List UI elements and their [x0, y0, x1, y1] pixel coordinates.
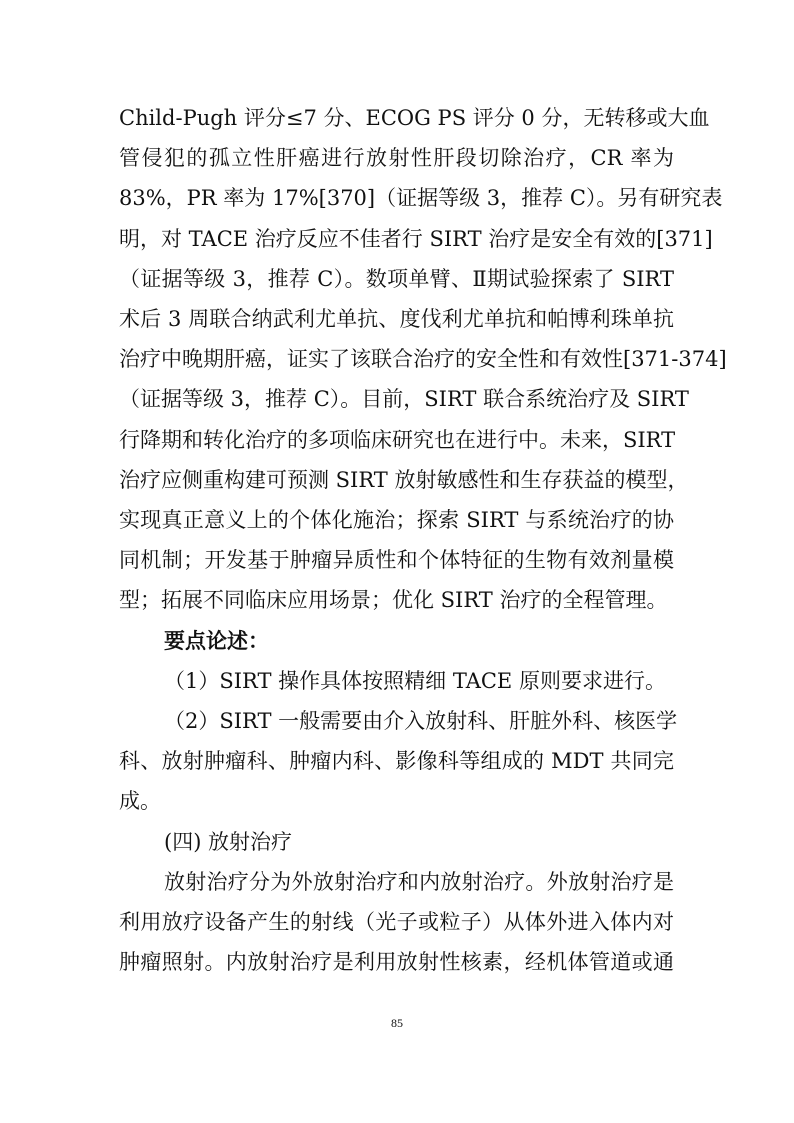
- text-line: 科、放射肿瘤科、肿瘤内科、影像科等组成的 MDT 共同完: [119, 749, 674, 774]
- text-line: 行降期和转化治疗的多项临床研究也在进行中。未来，SIRT: [119, 427, 676, 452]
- text-line: 实现真正意义上的个体化施治；探索 SIRT 与系统治疗的协: [119, 508, 674, 532]
- text-line: 型；拓展不同临床应用场景；优化 SIRT 治疗的全程管理。: [119, 588, 668, 613]
- text-line: 83%，PR 率为 17%[370]（证据等级 3，推荐 C）。另有研究表: [119, 186, 723, 211]
- text-line: （1）SIRT 操作具体按照精细 TACE 原则要求进行。: [164, 668, 666, 693]
- text-line: （2）SIRT 一般需要由介入放射科、肝脏外科、核医学: [164, 709, 678, 733]
- text-line: 肿瘤照射。内放射治疗是利用放射性核素，经机体管道或通: [119, 950, 674, 975]
- text-line: 治疗应侧重构建可预测 SIRT 放射敏感性和生存获益的模型，: [119, 467, 689, 492]
- text-line: 利用放疗设备产生的射线（光子或粒子）从体外进入体内对: [119, 910, 674, 934]
- text-line: 治疗中晚期肝癌，证实了该联合治疗的安全性和有效性[371-374]: [119, 347, 727, 372]
- page-number: 85: [391, 1016, 403, 1030]
- text-line: 成。: [119, 789, 161, 814]
- text-line: Child-Pugh 评分≤7 分、ECOG PS 评分 0 分，无转移或大血: [119, 106, 710, 130]
- text-line: 术后 3 周联合纳武利尤单抗、度伐利尤单抗和帕博利珠单抗: [119, 307, 674, 331]
- text-line: 明，对 TACE 治疗反应不佳者行 SIRT 治疗是安全有效的[371]: [119, 226, 713, 251]
- text-line: （证据等级 3，推荐 C）。数项单臂、Ⅱ期试验探索了 SIRT: [119, 266, 674, 291]
- text-line: （证据等级 3，推荐 C）。目前，SIRT 联合系统治疗及 SIRT: [119, 387, 689, 412]
- text-line: 放射治疗分为外放射治疗和内放射治疗。外放射治疗是: [164, 869, 674, 894]
- text-line: (四) 放射治疗: [164, 829, 293, 854]
- text-line: 同机制；开发基于肿瘤异质性和个体特征的生物有效剂量模: [119, 548, 674, 573]
- section-heading: 要点论述：: [164, 627, 269, 653]
- text-line: 管侵犯的孤立性肝癌进行放射性肝段切除治疗，CR 率为: [119, 146, 674, 171]
